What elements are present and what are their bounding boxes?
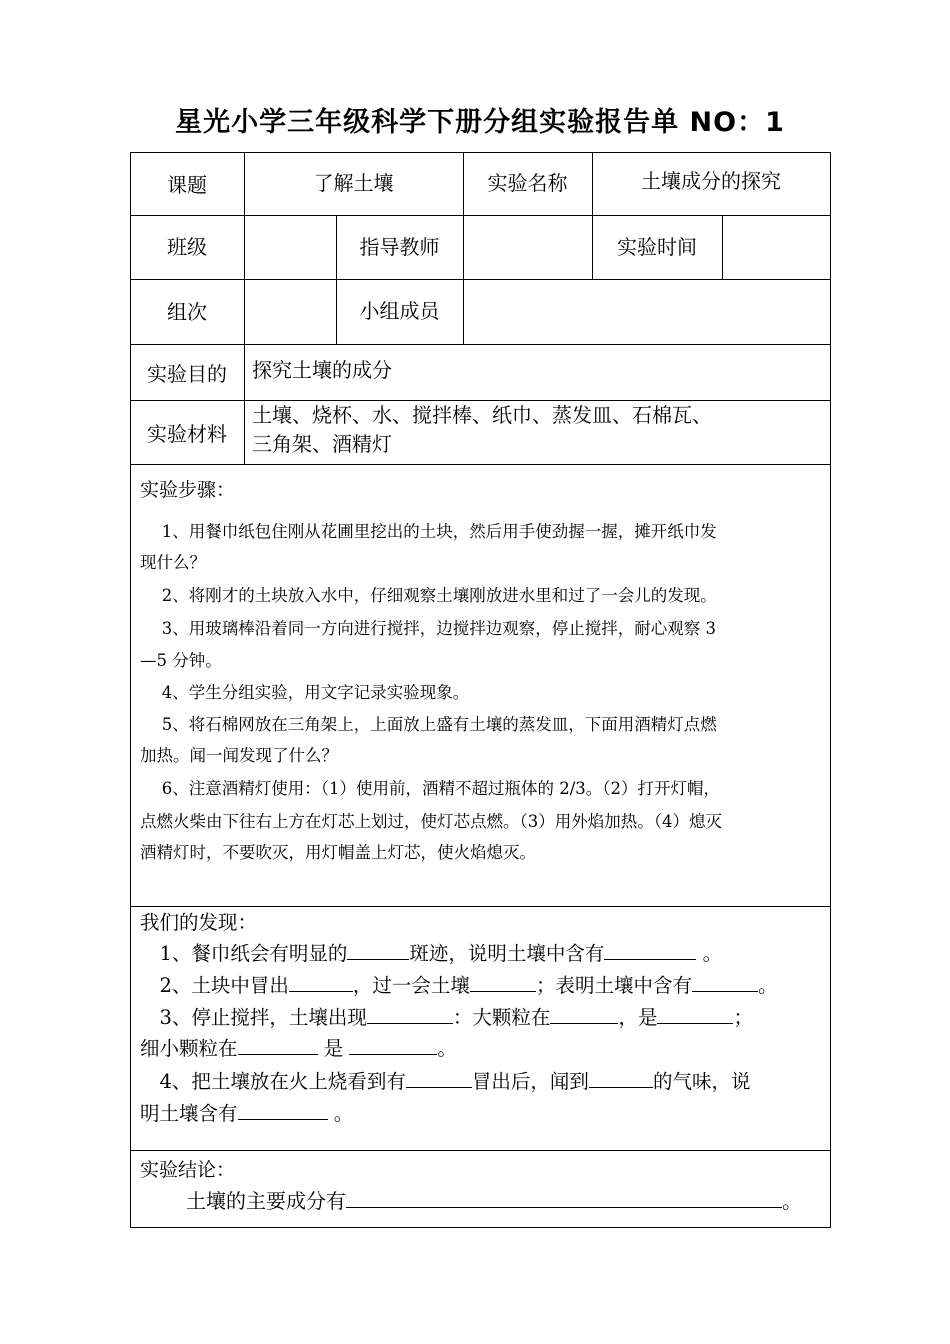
finding-text: ：大颗粒在: [452, 1006, 551, 1029]
answer-blank[interactable]: [550, 1001, 618, 1024]
finding-text: 2、土块中冒出: [140, 974, 289, 997]
time-label: 实验时间: [617, 234, 697, 259]
finding-text: ，是: [618, 1006, 658, 1029]
finding-text: 明土壤含有: [140, 1102, 238, 1125]
answer-blank[interactable]: [349, 1032, 437, 1055]
class-label: 班级: [167, 234, 207, 259]
finding-1: [140, 937, 824, 970]
finding-text: 是: [317, 1037, 350, 1060]
finding-3-cont: [140, 1032, 824, 1065]
step-line: 3、用玻璃棒沿着同一方向进行搅拌，边搅拌边观察，停止搅拌，耐心观察 3: [140, 619, 716, 638]
finding-text: 。: [757, 974, 778, 997]
purpose-label: 实验目的: [147, 361, 227, 386]
materials-line-2: 三角架、酒精灯: [252, 432, 392, 456]
finding-text: 斑迹，说明土壤中含有: [409, 942, 605, 965]
answer-blank[interactable]: [589, 1065, 653, 1088]
conclusion-heading: 实验结论：: [140, 1159, 236, 1181]
step-line: 酒精灯时，不要吹灭，用灯帽盖上灯芯，使火焰熄灭。: [140, 843, 536, 862]
finding-text: ，过一会土壤: [352, 974, 470, 997]
steps-heading: 实验步骤：: [140, 479, 236, 501]
time-value[interactable]: [722, 215, 830, 279]
step-line: 加热。闻一闻发现了什么？: [140, 746, 338, 765]
answer-blank[interactable]: [367, 1001, 453, 1024]
finding-text: 。: [696, 942, 723, 965]
answer-blank[interactable]: [289, 969, 353, 992]
answer-blank[interactable]: [238, 1032, 318, 1055]
answer-blank[interactable]: [470, 969, 536, 992]
finding-2: [140, 969, 824, 1002]
group-value[interactable]: [244, 279, 336, 344]
conclusion-line: [186, 1185, 802, 1216]
finding-text: ；表明土壤中含有: [535, 974, 692, 997]
answer-blank[interactable]: [406, 1065, 472, 1088]
step-line: 现什么？: [140, 553, 206, 572]
topic-label: 课题: [167, 173, 207, 197]
finding-text: 1、餐巾纸会有明显的: [140, 942, 348, 965]
finding-text: 4、把土壤放在火上烧看到有: [140, 1070, 406, 1093]
step-line: 1、用餐巾纸包住刚从花圃里挖出的土块，然后用手使劲握一握，摊开纸巾发: [140, 522, 717, 541]
group-label: 组次: [167, 299, 207, 324]
conclusion-end: 。: [782, 1189, 802, 1213]
materials-label: 实验材料: [147, 421, 227, 446]
finding-4-cont: [140, 1097, 824, 1130]
members-value[interactable]: [463, 279, 830, 344]
conclusion-blank[interactable]: [346, 1185, 782, 1208]
findings-heading: 我们的发现：: [140, 911, 258, 934]
teacher-value[interactable]: [463, 215, 592, 279]
finding-4: [140, 1065, 824, 1098]
answer-blank[interactable]: [692, 969, 758, 992]
experiment-name-value: 土壤成分的探究: [641, 169, 781, 193]
finding-text: 。: [437, 1037, 457, 1060]
class-value[interactable]: [244, 215, 336, 279]
topic-value: 了解土壤: [313, 170, 394, 195]
answer-blank[interactable]: [657, 1001, 733, 1024]
answer-blank[interactable]: [238, 1097, 328, 1120]
finding-text: 3、停止搅拌，土壤出现: [140, 1006, 367, 1029]
step-line: —5 分钟。: [140, 651, 222, 670]
finding-text: ；: [733, 1006, 753, 1029]
members-label: 小组成员: [359, 298, 440, 323]
answer-blank[interactable]: [604, 937, 696, 960]
step-line: 2、将刚才的土块放入水中，仔细观察土壤刚放进水里和过了一会儿的发现。: [140, 586, 717, 605]
experiment-name-label: 实验名称: [487, 170, 568, 195]
teacher-label: 指导教师: [359, 234, 440, 259]
step-line: 5、将石棉网放在三角架上，上面放上盛有土壤的蒸发皿，下面用酒精灯点燃: [140, 715, 717, 734]
materials-value: [252, 401, 712, 459]
answer-blank[interactable]: [347, 937, 409, 960]
finding-3: [140, 1001, 824, 1034]
materials-line-1: 土壤、烧杯、水、搅拌棒、纸巾、蒸发皿、石棉瓦、: [252, 403, 712, 427]
finding-text: 。: [327, 1102, 354, 1125]
conclusion-text: 土壤的主要成分有: [186, 1189, 346, 1213]
step-line: 4、学生分组实验，用文字记录实验现象。: [140, 683, 470, 702]
finding-text: 冒出后，闻到: [471, 1070, 589, 1093]
finding-text: 细小颗粒在: [140, 1037, 238, 1060]
step-line: 点燃火柴由下往右上方在灯芯上划过，使灯芯点燃。（3）用外焰加热。（4）熄灭: [140, 812, 722, 831]
purpose-value: 探究土壤的成分: [252, 357, 392, 382]
page-title: 星光小学三年级科学下册分组实验报告单 NO：1: [175, 107, 785, 138]
step-line: 6、注意酒精灯使用：（1）使用前，酒精不超过瓶体的 2/3。（2）打开灯帽，: [140, 779, 721, 798]
finding-text: 的气味，说: [652, 1070, 751, 1093]
